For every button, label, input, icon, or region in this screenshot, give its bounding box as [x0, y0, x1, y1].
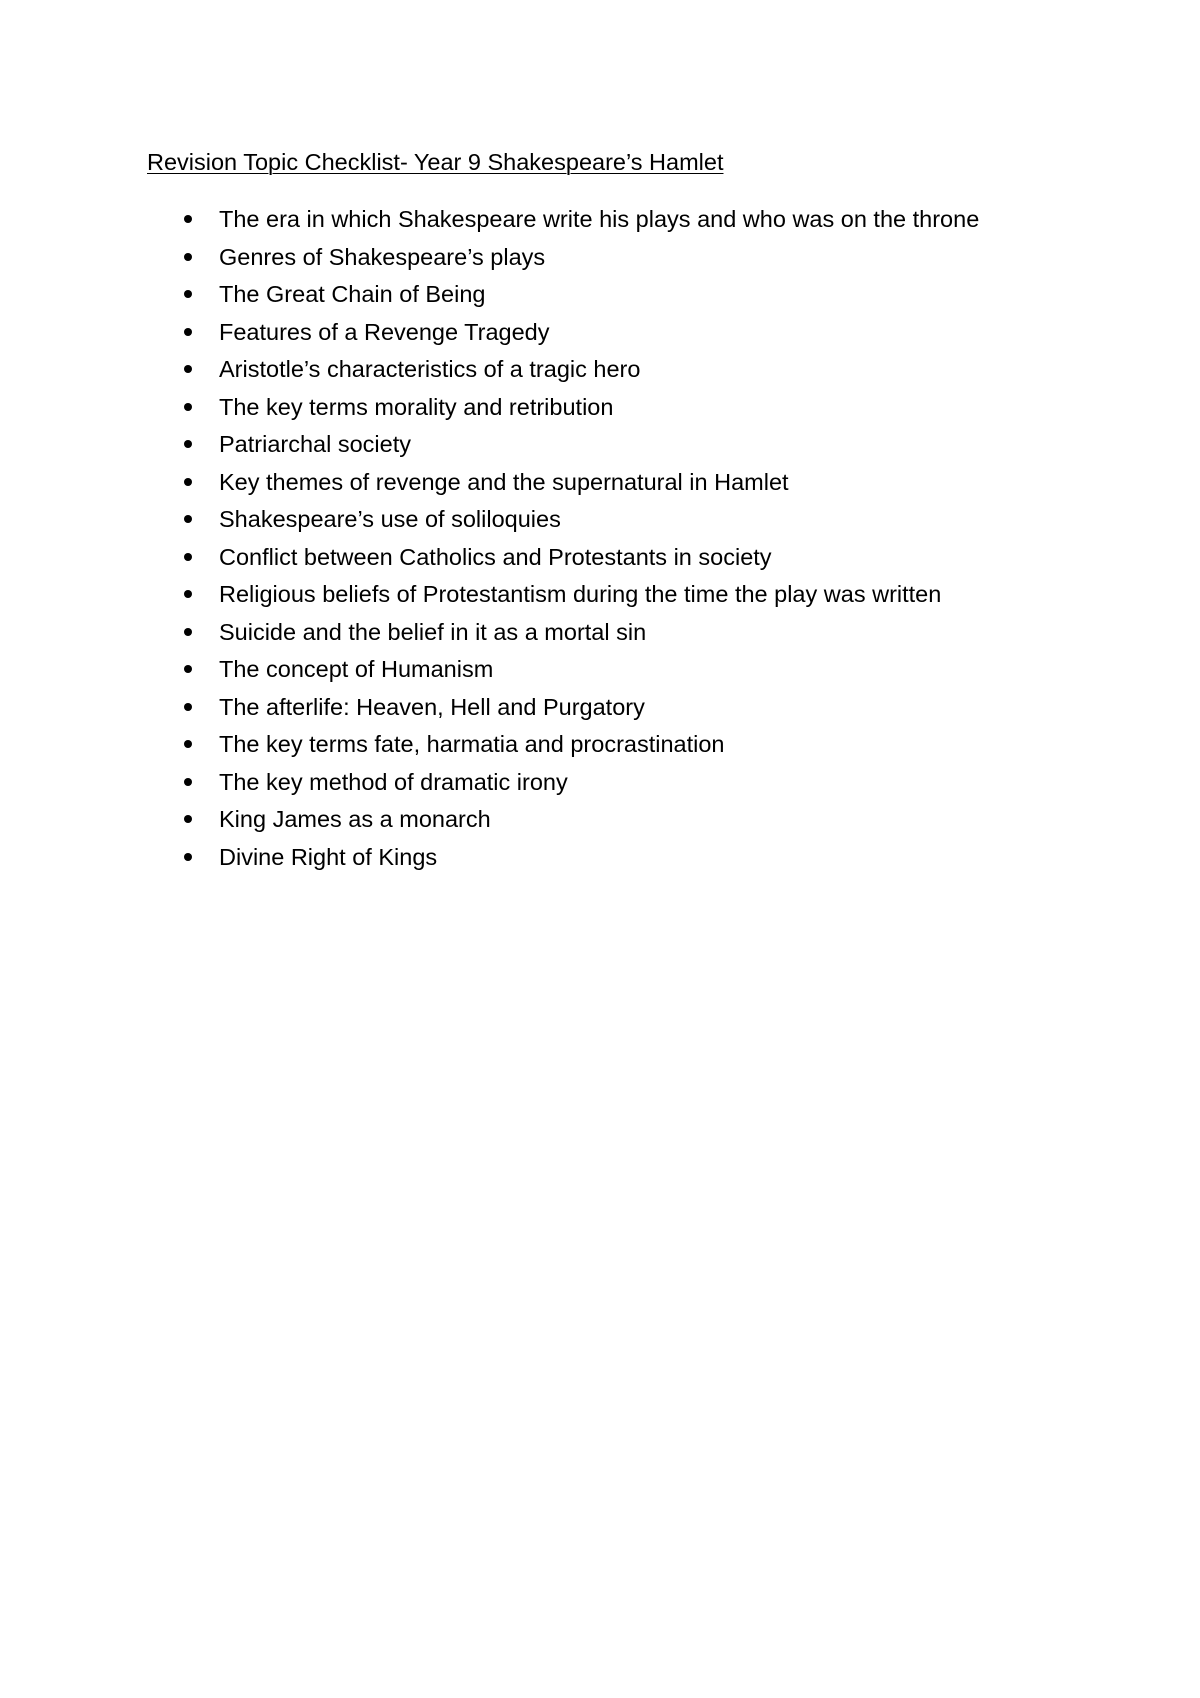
topic-text: Patriarchal society — [219, 431, 411, 457]
bullet-icon — [184, 478, 192, 486]
bullet-icon — [184, 290, 192, 298]
document-title: Revision Topic Checklist- Year 9 Shakespeare’s Hamlet — [147, 149, 724, 175]
bullet-icon — [184, 740, 192, 748]
bullet-icon — [184, 853, 192, 861]
topic-text: Genres of Shakespeare’s plays — [219, 243, 546, 270]
topic-text: The concept of Humanism — [219, 656, 494, 682]
bullet-icon — [184, 590, 192, 598]
bullet-icon — [184, 778, 192, 786]
bullet-icon — [184, 628, 192, 636]
bullet-icon — [184, 365, 192, 373]
topic-text: Key themes of revenge and the supernatural in Hamlet — [219, 468, 789, 495]
topic-text: Conflict between Catholics and Protestants in society — [219, 543, 772, 570]
bullet-icon — [184, 553, 192, 561]
topic-text: Aristotle’s characteristics of a tragic hero — [219, 356, 641, 382]
topic-text: Features of a Revenge Tragedy — [219, 318, 550, 345]
topic-text: Shakespeare’s use of soliloquies — [219, 506, 561, 532]
topic-text: The afterlife: Heaven, Hell and Purgatory — [219, 693, 645, 720]
bullet-icon — [184, 215, 192, 223]
topic-text: The key method of dramatic irony — [219, 768, 568, 795]
bullet-icon — [184, 515, 192, 523]
topic-text: The Great Chain of Being — [219, 281, 486, 307]
bullet-icon — [184, 328, 192, 336]
bullet-icon — [184, 815, 192, 823]
topic-text: The key terms fate, harmatia and procrastination — [219, 731, 725, 757]
topic-text: Suicide and the belief in it as a mortal sin — [219, 618, 647, 645]
topic-text: The key terms morality and retribution — [219, 393, 614, 420]
topic-text: The era in which Shakespeare write his plays and who was on the throne — [219, 206, 980, 232]
topic-text: King James as a monarch — [219, 806, 491, 832]
bullet-icon — [184, 665, 192, 673]
topic-text: Religious beliefs of Protestantism during the time the play was written — [219, 581, 942, 607]
bullet-icon — [184, 253, 192, 261]
bullet-icon — [184, 403, 192, 411]
topic-text: Divine Right of Kings — [219, 843, 438, 870]
bullet-icon — [184, 440, 192, 448]
bullet-icon — [184, 703, 192, 711]
